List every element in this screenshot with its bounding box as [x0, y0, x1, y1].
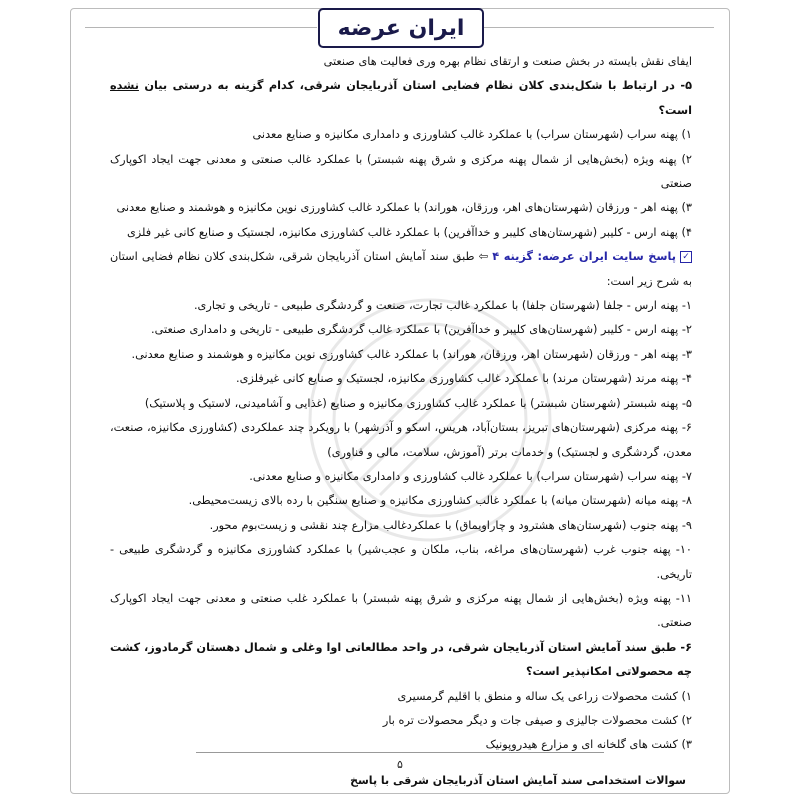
answer-item-1: ۱- پهنه ارس - جلفا (شهرستان جلفا) با عملکرد غالب تجارت، صنعت و گردشگری طبیعی - تاریخی و تجاری. [193, 299, 692, 313]
footer-title: سوالات استخدامی سند آمایش استان آذربایجان شرقی با پاسخ [350, 774, 686, 787]
checkbox-icon: ✓ [680, 251, 692, 263]
answer-item-4: ۴- پهنه مرند (شهرستان مرند) با عملکرد غالب کشاورزی مکانیزه، لجستیک و صنایع کانی غیرفلزی. [235, 372, 692, 386]
answer-item-6: ۶- پهنه مرکزی (شهرستان‌های تبریز، بستان‌آباد، هریس، اسکو و آذرشهر) با رویکرد چند عملکردی (کشاورزی مکانیزه، صنعت، معدن، گردشگری و لجستیک) و خدمات برتر (آموزش، سلامت، مالی و فناوری) [110, 421, 692, 459]
question-6 [110, 636, 692, 685]
footer-rule [196, 752, 604, 753]
question-5-text-b: است؟ [658, 103, 692, 117]
q6-option-3: ۳) کشت های گلخانه ای و مزارع هیدروپونیک [485, 738, 692, 752]
question-5-underlined: نشده [110, 79, 139, 93]
answer-item-11: ۱۱- پهنه ویژه (بخش‌هایی از شمال پهنه مرکزی و شرق پهنه شبستر) با عملکرد غلب صنعتی و معدنی جهت ایجاد اکوپارک صنعتی. [110, 591, 692, 630]
q5-answer [110, 245, 692, 294]
site-logo: ایران عرضه [318, 8, 484, 48]
question-5 [110, 74, 692, 123]
question-6-number: ۶- [680, 640, 692, 654]
document-body [110, 50, 692, 758]
answer-item-5: ۵- پهنه شبستر (شهرستان شبستر) با عملکرد غالب کشاورزی مکانیزه و صنایع (غذایی و آشامیدنی، لاستیک و پلاستیک) [144, 396, 692, 410]
question-6-text: طبق سند آمایش استان آذربایجان شرقی، در واحد مطالعاتی اوا وغلی و شمال دهستان گرمادوز، کشت چه محصولاتی امکانپذیر است؟ [110, 640, 692, 679]
intro-line: ایفای نقش بایسته در بخش صنعت و ارتقای نظام بهره وری فعالیت های صنعتی [323, 55, 692, 68]
q6-option-2: ۲) کشت محصولات جالیزی و صیفی جات و دیگر محصولات تره بار [382, 713, 692, 727]
answer-text: ⇦ طبق سند آمایش استان آذربایجان شرقی، شکل‌بندی کلان نظام فضایی استان به شرح زیر است: [110, 250, 692, 288]
answer-item-3: ۳- پهنه اهر - ورزقان (شهرستان اهر، ورزقان، هوراند) با عملکرد غالب کشاورزی نوین مکانیزه و هوشمند و صنایع معدنی. [131, 347, 692, 361]
answer-item-9: ۹- پهنه جنوب (شهرستان‌های هشترود و چاراویماق) با عملکردغالب مزارع چند نقشی و زیست‌بوم محور. [209, 518, 692, 532]
answer-label: پاسخ سایت ایران عرضه: گزینه ۴ [492, 250, 676, 264]
header-rule-left [85, 27, 317, 28]
q5-option-3: ۳) پهنه اهر - ورزقان (شهرستان‌های اهر، ورزقان، هوراند) با عملکرد غالب کشاورزی نوین مکانیزه و هوشمند و صنایع معدنی [116, 201, 692, 215]
answer-item-10: ۱۰- پهنه جنوب غرب (شهرستان‌های مراغه، بناب، ملکان و عجب‌شیر) با عملکرد کشاورزی مکانیزه و گردشگری طبیعی - تاریخی. [110, 543, 692, 581]
q6-option-1: ۱) کشت محصولات زراعی یک ساله و منطق با اقلیم گرمسیری [397, 689, 692, 703]
answer-item-7: ۷- پهنه سراب (شهرستان سراب) با عملکرد غالب کشاورزی و دامداری مکانیزه و صنایع معدنی. [249, 469, 692, 483]
page-number: ۵ [397, 758, 403, 771]
answer-item-2: ۲- پهنه ارس - کلیبر (شهرستان‌های کلیبر و خداآفرین) با عملکرد غالب گردشگری طبیعی - تاریخی و دامداری صنعتی. [151, 323, 692, 337]
q5-option-1: ۱) پهنه سراب (شهرستان سراب) با عملکرد غالب کشاورزی و دامداری مکانیزه و صنایع معدنی [252, 128, 692, 142]
q5-option-4: ۴) پهنه ارس - کلیبر (شهرستان‌های کلیبر و خداآفرین) با عملکرد غالب کشاورزی مکانیزه، لجستیک و صنایع کانی غیر فلزی [126, 225, 692, 239]
header-rule-right [482, 27, 714, 28]
question-5-text-a: در ارتباط با شکل‌بندی کلان نظام فضایی استان آذربایجان شرقی، کدام گزینه به درستی بیان [138, 79, 675, 93]
q5-option-2: ۲) پهنه ویژه (بخش‌هایی از شمال پهنه مرکزی و شرق پهنه شبستر) با عملکرد غالب صنعتی و معدنی جهت ایجاد اکوپارک صنعتی [110, 152, 692, 191]
answer-item-8: ۸- پهنه میانه (شهرستان میانه) با عملکرد غالب کشاورزی مکانیزه و صنایع سنگین با رده بالای زیست‌محیطی. [188, 494, 692, 508]
question-5-number: ۵- [680, 79, 692, 93]
